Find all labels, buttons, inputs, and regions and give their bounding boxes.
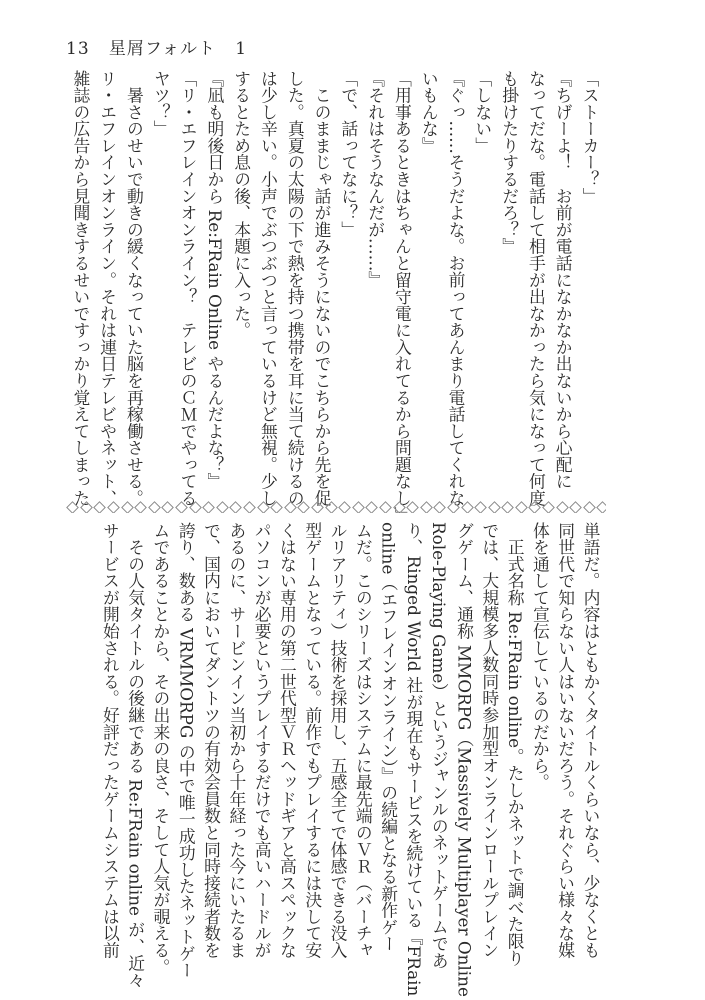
text-column: は少し辛い。小声でぶつぶつと言っているけど無視。少し bbox=[258, 70, 279, 507]
text-column: 暑さのせいで動きの緩くなっていた脳を再稼働させる。 bbox=[124, 70, 145, 507]
diamond-ornament-icon bbox=[420, 501, 433, 513]
diamond-ornament-icon bbox=[583, 501, 596, 513]
diamond-ornament-icon bbox=[542, 501, 555, 513]
volume-number: 1 bbox=[235, 39, 248, 59]
diamond-ornament-icon bbox=[298, 501, 311, 513]
text-column: した。真夏の太陽の下で熱を持つ携帯を耳に当て続けるの bbox=[285, 70, 306, 507]
text-column: で、国内においてダントツの有効会員数と同時接続者数を bbox=[201, 522, 222, 959]
text-column: ヤツ？」 bbox=[151, 70, 172, 138]
diamond-ornament-icon bbox=[461, 501, 474, 513]
text-column: online（エフレインオンライン）』の続編となる新作ゲー bbox=[378, 522, 399, 953]
text-column: では、大規模多人数同時参加型オンラインロールプレイン bbox=[479, 522, 500, 959]
diamond-ornament-icon bbox=[134, 501, 147, 513]
text-column: 「で、話ってなに？」 bbox=[338, 70, 359, 238]
text-column: ルリアリティ）技術を採用し、五感全てで体感できる没入 bbox=[328, 522, 349, 959]
diamond-ornament-icon bbox=[162, 501, 175, 513]
diamond-ornament-icon bbox=[175, 501, 188, 513]
diamond-ornament-icon bbox=[393, 501, 406, 513]
text-column: 単語だ。内容はともかくタイトルくらいなら、少なくとも bbox=[581, 522, 601, 959]
text-column: 型ゲームとなっている。前作でもプレイするには決して安 bbox=[302, 522, 323, 959]
text-column: 『ぐっ……そうだよな。お前ってあんまり電話してくれな bbox=[446, 70, 467, 507]
text-column: 雑誌の広告から見聞きするせいですっかり覚えてしまった bbox=[70, 70, 91, 507]
diamond-ornament-icon bbox=[284, 501, 297, 513]
diamond-ornament-icon bbox=[529, 501, 542, 513]
diamond-ornament-icon bbox=[107, 501, 120, 513]
diamond-ornament-icon bbox=[94, 501, 107, 513]
text-column: するとため息の後、本題に入った。 bbox=[231, 70, 252, 339]
text-column: パソコンが必要というプレイするだけでも高いハードルが bbox=[252, 522, 273, 959]
diamond-ornament-icon bbox=[379, 501, 392, 513]
text-column: 正式名称 Re:FRain online。たしかネットで調べた限り bbox=[505, 522, 526, 967]
text-column: なってだな。電話して相手が出なかったら気になって何度 bbox=[526, 70, 547, 507]
text-column: Role-Playing Game）というジャンルのネットゲームであ bbox=[429, 522, 450, 969]
text-column: くはない専用の第二世代型ＶＲヘッドギアと高スペックな bbox=[277, 522, 298, 959]
diamond-ornament-icon bbox=[556, 501, 569, 513]
upper-text-block bbox=[67, 70, 603, 524]
diamond-ornament-icon bbox=[311, 501, 324, 513]
book-title: 星屑フォルト bbox=[108, 39, 217, 59]
text-column: いもんな』 bbox=[419, 70, 440, 154]
text-column: 『それはそうなんだが……』 bbox=[365, 70, 386, 289]
text-column: 『ちげーよ！ お前が電話になかなか出ないから心配に bbox=[553, 70, 574, 490]
diamond-ornament-icon bbox=[597, 501, 606, 513]
text-column: サービスが開始される。好評だったゲームシステムは以前 bbox=[100, 522, 121, 959]
diamond-ornament-icon bbox=[216, 501, 229, 513]
diamond-ornament-icon bbox=[474, 501, 487, 513]
diamond-ornament-icon bbox=[121, 501, 134, 513]
page-number: 13 bbox=[66, 39, 90, 59]
lower-text-block bbox=[97, 522, 603, 997]
diamond-ornament-icon bbox=[148, 501, 161, 513]
diamond-ornament-icon bbox=[352, 501, 365, 513]
text-column: 『凪も明後日から Re:FRain Online やるんだよな？』 bbox=[204, 70, 225, 490]
diamond-ornament-icon bbox=[270, 501, 283, 513]
text-column: 体を通して宣伝しているのだから。 bbox=[530, 522, 551, 791]
diamond-ornament-icon bbox=[365, 501, 378, 513]
diamond-ornament-icon bbox=[80, 501, 93, 513]
text-column: あるのに、サービンイン当初から十年経った今にいたるま bbox=[226, 522, 247, 959]
diamond-ornament-icon bbox=[230, 501, 243, 513]
text-column: ムだ。このシリーズはシステムに最先端のＶＲ（バーチャ bbox=[353, 522, 374, 959]
text-column: その人気タイトルの後継である Re:FRain online が、近々 bbox=[125, 522, 146, 989]
diamond-ornament-icon bbox=[189, 501, 202, 513]
text-column: このままじゃ話が進みそうにないのでこちらから先を促 bbox=[312, 70, 333, 507]
diamond-ornament-icon bbox=[515, 501, 528, 513]
text-column: り、Ringed World 社が現在もサービスを続けている『FRain bbox=[403, 522, 424, 997]
diamond-ornament-icon bbox=[202, 501, 215, 513]
section-separator bbox=[66, 501, 606, 513]
diamond-ornament-icon bbox=[433, 501, 446, 513]
text-column: 「用事あるときはちゃんと留守電に入れてるから問題なし」 bbox=[392, 70, 413, 524]
diamond-ornament-icon bbox=[338, 501, 351, 513]
diamond-ornament-icon bbox=[243, 501, 256, 513]
text-column: 同世代で知らない人はいないだろう。それぐらい様々な媒 bbox=[555, 522, 576, 959]
diamond-ornament-icon bbox=[66, 501, 79, 513]
text-column: 「しない」 bbox=[472, 70, 493, 154]
diamond-ornament-icon bbox=[569, 501, 582, 513]
diamond-ornament-icon bbox=[257, 501, 270, 513]
diamond-ornament-icon bbox=[488, 501, 501, 513]
diamond-ornament-icon bbox=[325, 501, 338, 513]
text-column: ムであることから、その出来の良さ、そして人気が覗える。 bbox=[150, 522, 171, 976]
text-column: 「ストーカー？」 bbox=[580, 70, 600, 205]
diamond-ornament-icon bbox=[501, 501, 514, 513]
diamond-ornament-icon bbox=[447, 501, 460, 513]
running-header bbox=[66, 34, 247, 59]
text-column: 「リ・エフレインオンライン？ テレビのＣＭでやってる bbox=[178, 70, 199, 507]
text-column: 誇り、数ある VRMMORPG の中で唯一成功したネットゲー bbox=[176, 522, 197, 979]
text-column: も掛けたりするだろ？』 bbox=[499, 70, 520, 255]
text-column: リ・エフレインオンライン。それは連日テレビやネット、 bbox=[97, 70, 118, 507]
diamond-ornament-icon bbox=[406, 501, 419, 513]
text-column: グゲーム、通称 MMORPG（Massively Multiplayer Online bbox=[454, 522, 475, 997]
